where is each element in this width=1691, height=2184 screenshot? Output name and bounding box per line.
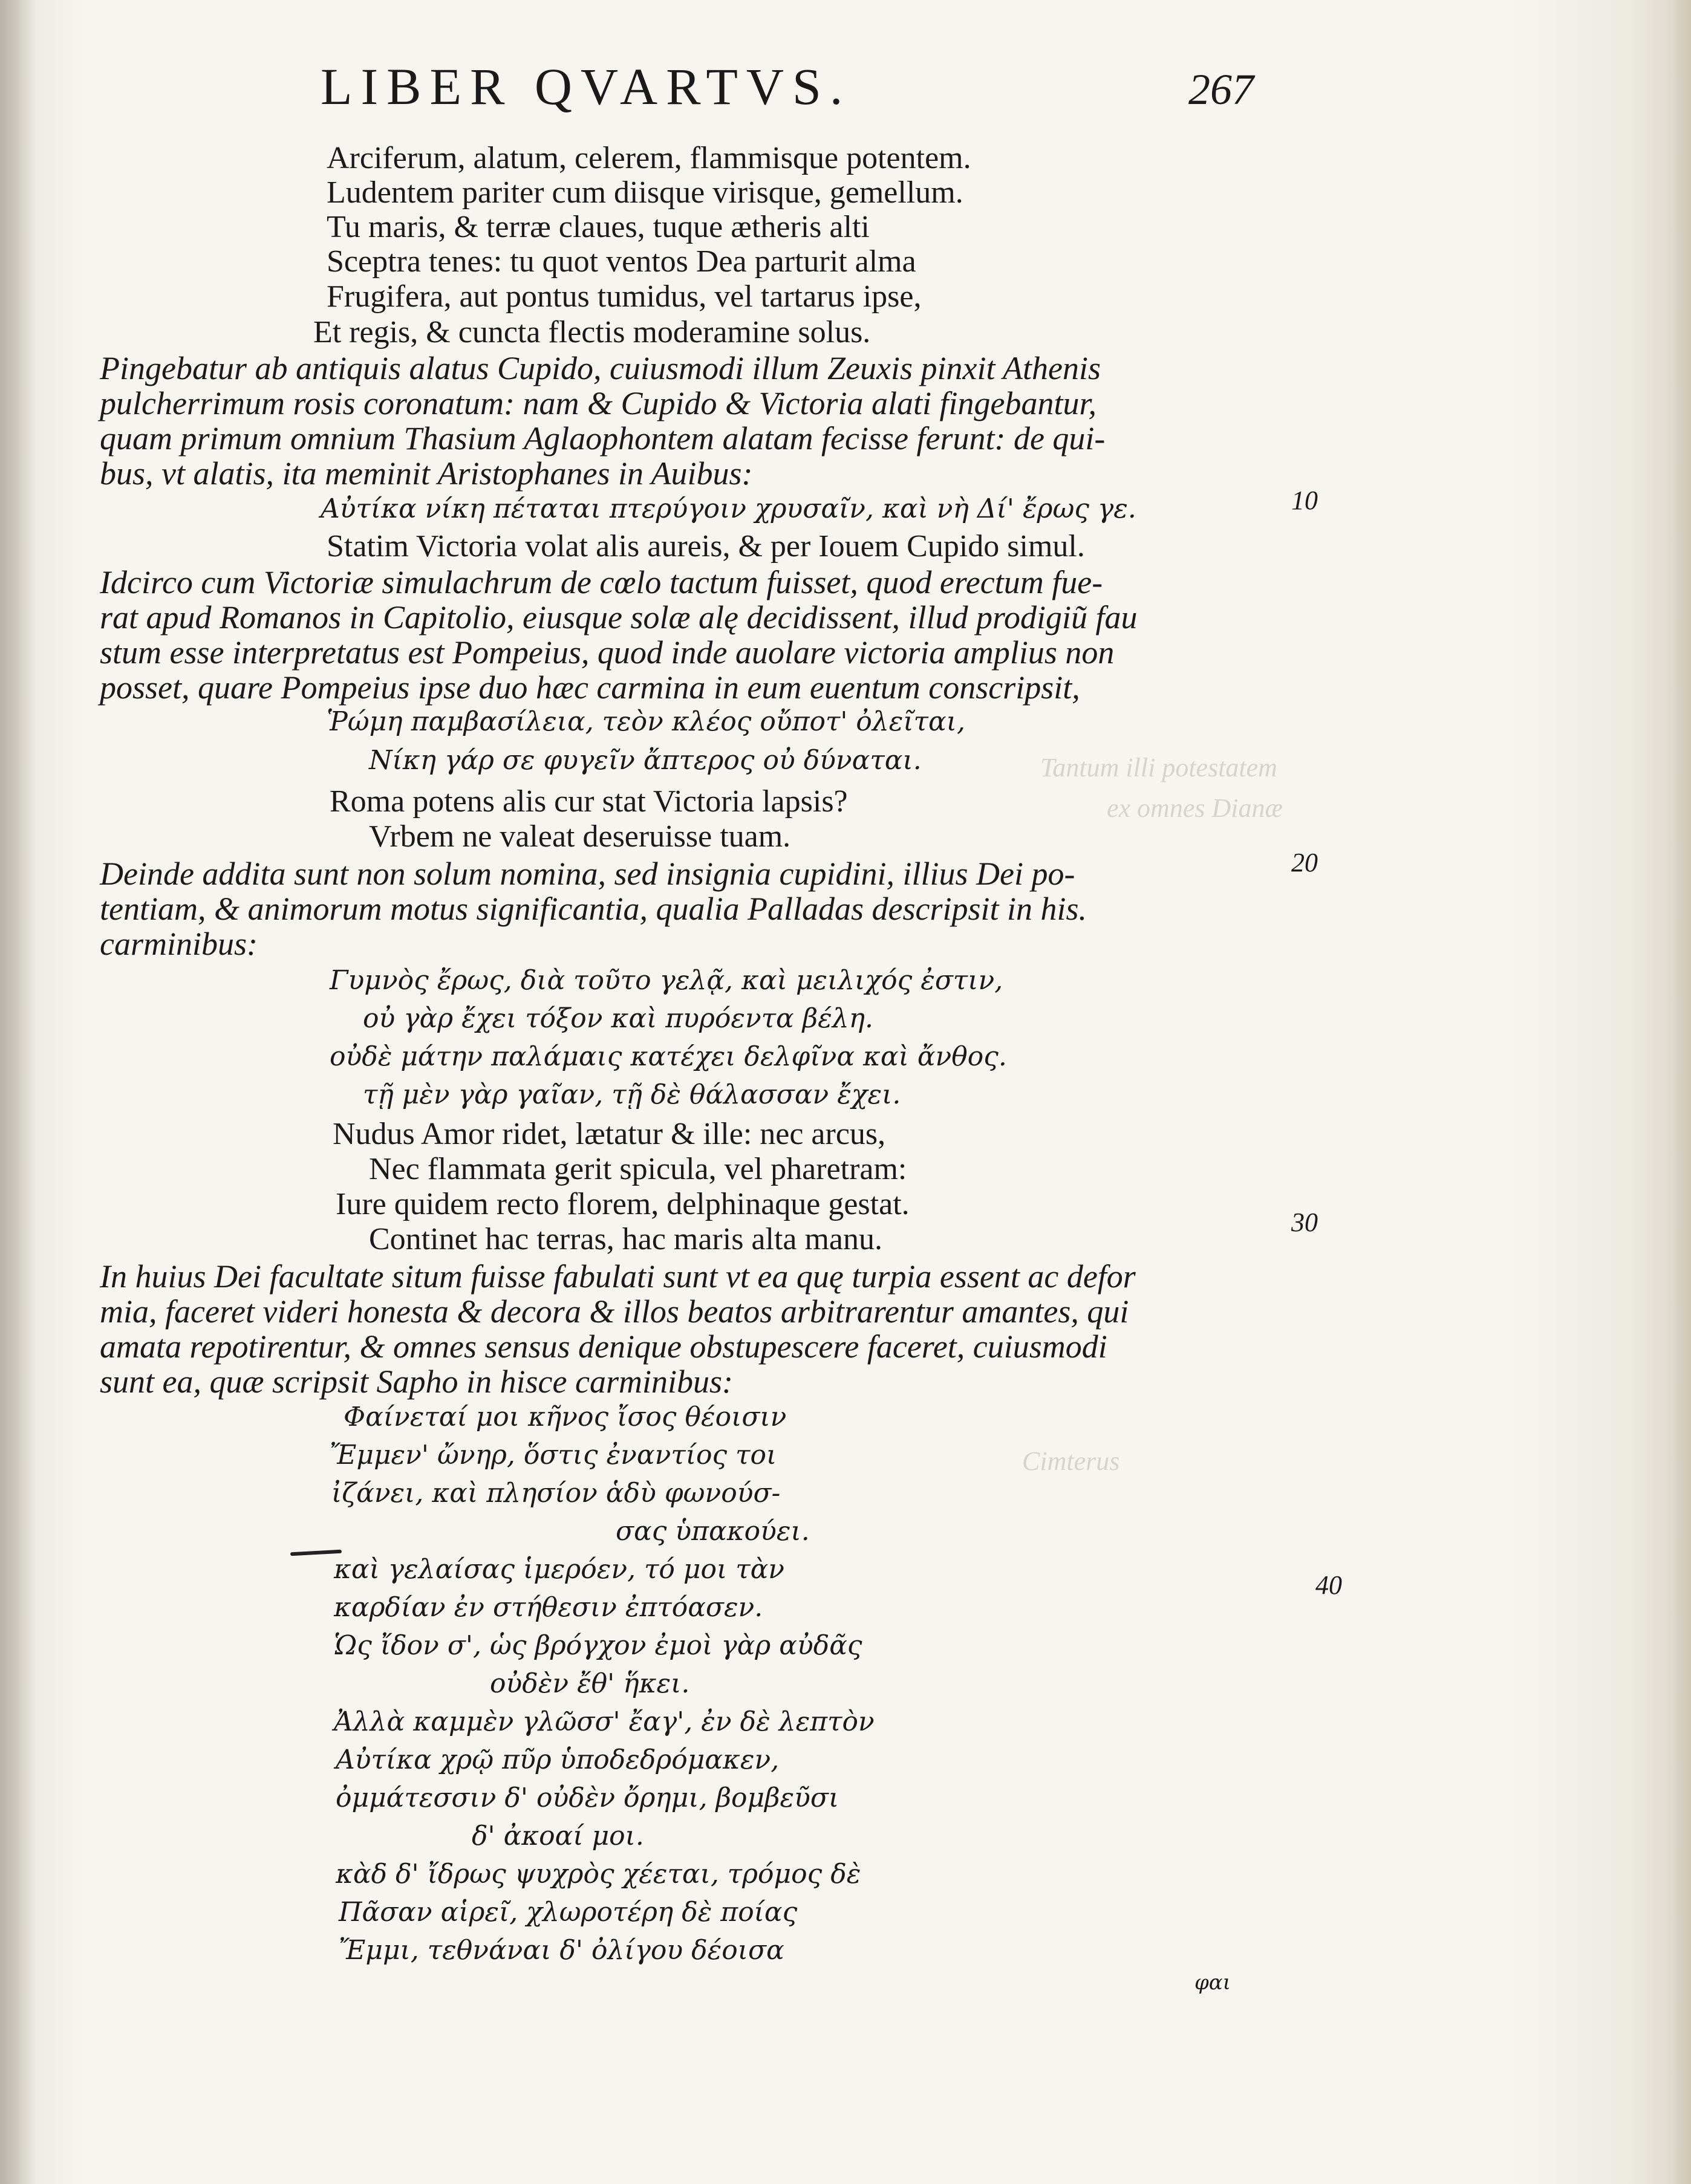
latin-epigram: Iure quidem recto florem, delphinaque gestat.	[336, 1187, 910, 1221]
latin-epigram: Nec flammata gerit spicula, vel pharetram:	[369, 1152, 907, 1186]
greek-epigram: Νίκη γάρ σε φυγεῖν ἄπτερος οὐ δύναται.	[369, 745, 922, 776]
prose-line: stum esse interpretatus est Pompeius, quod inde auolare victoria amplius non	[100, 634, 1115, 671]
greek-epigram: Ῥώμη παμβασίλεια, τεὸν κλέος οὔποτ' ὀλεῖται,	[327, 706, 965, 737]
latin-translation: Statim Victoria volat alis aureis, & per Iouem Cupido simul.	[327, 529, 1085, 564]
prose-line: mia, faceret videri honesta & decora & illos beatos arbitrarentur amantes, qui	[100, 1293, 1129, 1330]
verse-line: Arciferum, alatum, celerem, flammisque potentem.	[327, 141, 971, 175]
latin-epigram: Roma potens alis cur stat Victoria lapsis?	[330, 784, 848, 819]
line-number: 40	[1315, 1570, 1342, 1600]
sappho-line: δ' ἀκοαί μοι.	[472, 1821, 644, 1851]
prose-line: sunt ea, quæ scripsit Sapho in hisce carminibus:	[100, 1363, 733, 1400]
greek-epigram: Γυμνὸς ἔρως, διὰ τοῦτο γελᾷ, καὶ μειλιχός ἐστιν,	[330, 965, 1003, 996]
prose-line: amata repotirentur, & omnes sensus denique obstupescere faceret, cuiusmodi	[100, 1328, 1107, 1365]
show-through-text: ex omnes Dianæ	[1107, 793, 1283, 823]
sappho-line: Ἔμμεν' ὤνηρ, ὅστις ἐναντίος τοι	[330, 1440, 777, 1471]
verse-line: Frugifera, aut pontus tumidus, vel tartarus ipse,	[327, 279, 922, 314]
sappho-line: Φαίνεταί μοι κῆνος ἴσος θέοισιν	[344, 1402, 787, 1432]
show-through-text: Cimterus	[1022, 1446, 1120, 1476]
sappho-line: ἰζάνει, καὶ πλησίον ἁδὺ φωνούσ-	[331, 1478, 781, 1509]
prose-line: pulcherrimum rosis coronatum: nam & Cupido & Victoria alati fingebantur,	[100, 385, 1096, 421]
verse-line: Tu maris, & terræ claues, tuque ætheris alti	[327, 210, 870, 244]
sappho-line: Ὡς ἴδον σ', ὡς βρόγχον ἐμοὶ γὰρ αὐδᾶς	[334, 1630, 862, 1661]
prose-line: In huius Dei facultate situm fuisse fabulati sunt vt ea quę turpia essent ac defor	[100, 1258, 1136, 1295]
show-through-text: Tantum illi potestatem	[1040, 753, 1277, 782]
sappho-line: Αὐτίκα χρῷ πῦρ ὑποδεδρόμακεν,	[336, 1744, 780, 1775]
gutter-shadow	[0, 0, 36, 2184]
page-number: 267	[1188, 65, 1254, 114]
prose-line: quam primum omnium Thasium Aglaophontem alatam fecisse ferunt: de qui-	[100, 420, 1106, 457]
prose-line: rat apud Romanos in Capitolio, eiusque solæ alę decidissent, illud prodigiũ fau	[100, 599, 1138, 635]
sappho-line: Πᾶσαν αἱρεῖ, χλωροτέρη δὲ ποίας	[339, 1897, 798, 1928]
sappho-line: ὀμμάτεσσιν δ' οὐδὲν ὄρημι, βομβεῦσι	[336, 1783, 839, 1813]
sappho-line: σας ὑπακούει.	[616, 1516, 810, 1547]
catchword: φαι	[1194, 1971, 1231, 1995]
sappho-line: καὶ γελαίσας ἱμερόεν, τό μοι τὰν	[334, 1554, 785, 1585]
sappho-line: Ἔμμι, τεθνάναι δ' ὀλίγου δέοισα	[339, 1935, 784, 1966]
latin-epigram: Vrbem ne valeat deseruisse tuam.	[369, 819, 791, 854]
line-number: 30	[1291, 1207, 1318, 1237]
sappho-line: καρδίαν ἐν στήθεσιν ἐπτόασεν.	[334, 1592, 763, 1623]
page-edge	[1673, 0, 1691, 2184]
prose-line: Deinde addita sunt non solum nomina, sed insignia cupidini, illius Dei po-	[100, 856, 1075, 892]
prose-line: bus, vt alatis, ita meminit Aristophanes in Auibus:	[100, 455, 753, 492]
latin-epigram: Nudus Amor ridet, lætatur & ille: nec arcus,	[333, 1117, 886, 1151]
prose-line: Pingebatur ab antiquis alatus Cupido, cuiusmodi illum Zeuxis pinxit Athenis	[100, 350, 1101, 386]
verse-line: Ludentem pariter cum diisque virisque, gemellum.	[327, 175, 963, 210]
line-number: 20	[1291, 848, 1318, 877]
prose-line: tentiam, & animorum motus significantia, qualia Palladas descripsit in his.	[100, 891, 1087, 927]
greek-epigram: τῇ μὲν γὰρ γαῖαν, τῇ δὲ θάλασσαν ἔχει.	[363, 1079, 901, 1110]
prose-line: posset, quare Pompeius ipse duo hæc carmina in eum euentum conscripsit,	[100, 669, 1080, 706]
greek-epigram: οὐδὲ μάτην παλάμαις κατέχει δελφῖνα καὶ ἄνθος.	[330, 1041, 1007, 1072]
prose-line: carminibus:	[100, 926, 258, 962]
greek-epigram: οὐ γὰρ ἔχει τόξον καὶ πυρόεντα βέλη.	[363, 1003, 874, 1034]
verse-line: Sceptra tenes: tu quot ventos Dea parturit alma	[327, 244, 916, 279]
sappho-line: οὐδὲν ἔθ' ἥκει.	[490, 1668, 690, 1699]
running-head: LIBER QVARTVS.	[321, 57, 852, 115]
greek-quotation: Αὐτίκα νίκη πέταται πτερύγοιν χρυσαῖν, καὶ νὴ Δί' ἔρως γε.	[321, 493, 1136, 524]
prose-line: Idcirco cum Victoriæ simulachrum de cœlo tactum fuisset, quod erectum fue-	[100, 564, 1103, 600]
verse-line: Et regis, & cuncta flectis moderamine solus.	[313, 315, 871, 349]
sappho-line: Ἀλλὰ καμμὲν γλῶσσ' ἔαγ', ἐν δὲ λεπτὸν	[334, 1706, 875, 1737]
line-number: 10	[1291, 486, 1318, 515]
sappho-line: κὰδ δ' ἴδρως ψυχρὸς χέεται, τρόμος δὲ	[336, 1859, 861, 1890]
latin-epigram: Continet hac terras, hac maris alta manu.	[369, 1222, 883, 1256]
